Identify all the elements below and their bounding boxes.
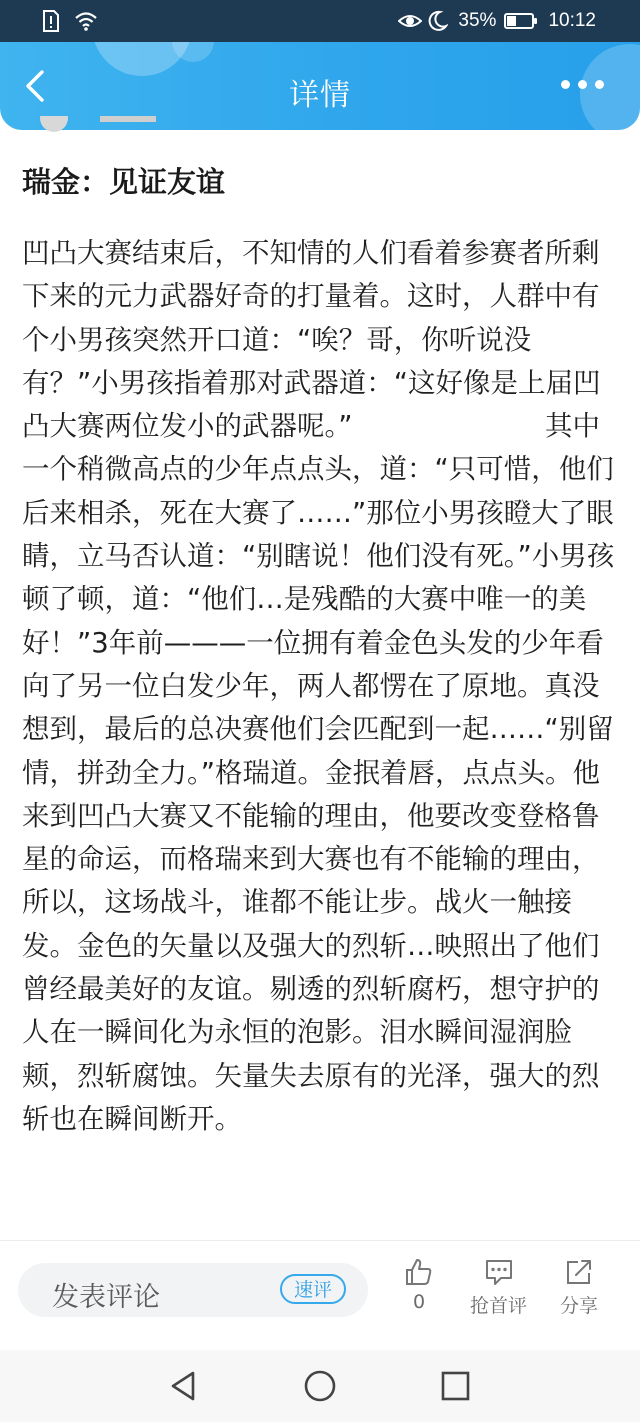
wifi-icon (74, 10, 96, 32)
comment-input[interactable] (18, 1263, 368, 1317)
sim-alert-icon (42, 10, 64, 32)
battery-percent: 35% (458, 10, 497, 31)
like-button[interactable] (404, 1257, 434, 1313)
status-bar (0, 0, 640, 42)
scrolled-author-row (40, 116, 160, 132)
more-dots-icon (578, 80, 587, 89)
eye-icon (398, 10, 420, 32)
clock-time: 10:12 (548, 10, 596, 31)
moon-icon (428, 10, 450, 32)
thumbs-up-icon (404, 1257, 434, 1287)
battery-level-fill (507, 16, 515, 26)
first-comment-label: 抢首评 (470, 1295, 528, 1317)
share-button[interactable] (560, 1257, 598, 1318)
article-body: 凹凸大赛结束后，不知情的人们看着参赛者所剩下来的元力武器好奇的打量着。这时，人群中有个小男孩突然开口道：“唉？哥，你听说没有？”小男孩指着那对武器道：“这好像是上届凹凸大赛两位发小的武器呢。” 其中一个稍微高点的少年点点头，道：“只可惜，他们后来相杀，死在大赛了……”那位小男孩瞪大了眼睛，立马否认道：“别瞎说！他们没有死。”小男孩顿了顿，道：“他们…是残酷的大赛中唯一的美好！”3年前———一位拥有着金色头发的少年看向了另一位白发少年，两人都愣在了原地。真没想到，最后的总决赛他们会匹配到一起……“别留情，拼劲全力。”格瑞道。金抿着唇，点点头。他来到凹凸大赛又不能输的理由，他要改变登格鲁星的命运，而格瑞来到大赛也有不能输的理由，所以，这场战斗，谁都不能让步。战火一触接发。金色的矢量以及强大的烈斩…映照出了他们曾经最美好的友谊。剔透的烈斩腐朽，想守护的人在一瞬间化为永恒的泡影。泪水瞬间湿润脸颊，烈斩腐蚀。矢量失去原有的光泽，强大的烈斩也在瞬间断开。 (22, 237, 615, 1135)
battery-icon (504, 13, 534, 29)
home-circle-icon[interactable] (303, 1370, 337, 1408)
share-label: 分享 (560, 1295, 599, 1317)
quick-comment-button[interactable]: 速评 (280, 1274, 346, 1304)
page-title: 详情 (289, 78, 351, 113)
more-button[interactable] (561, 80, 604, 89)
share-icon (564, 1257, 594, 1287)
recents-square-icon[interactable] (440, 1370, 470, 1406)
comment-bar (0, 1240, 640, 1351)
system-nav-bar (0, 1350, 640, 1422)
more-dots-icon (561, 80, 570, 89)
comment-placeholder: 发表评论 (52, 1282, 160, 1313)
more-dots-icon (595, 80, 604, 89)
article-title: 瑞金：见证友谊 (22, 165, 226, 199)
back-triangle-icon[interactable] (168, 1370, 198, 1406)
comment-bubble-icon (484, 1257, 514, 1287)
like-count: 0 (412, 1291, 426, 1313)
first-comment-button[interactable] (470, 1257, 527, 1318)
